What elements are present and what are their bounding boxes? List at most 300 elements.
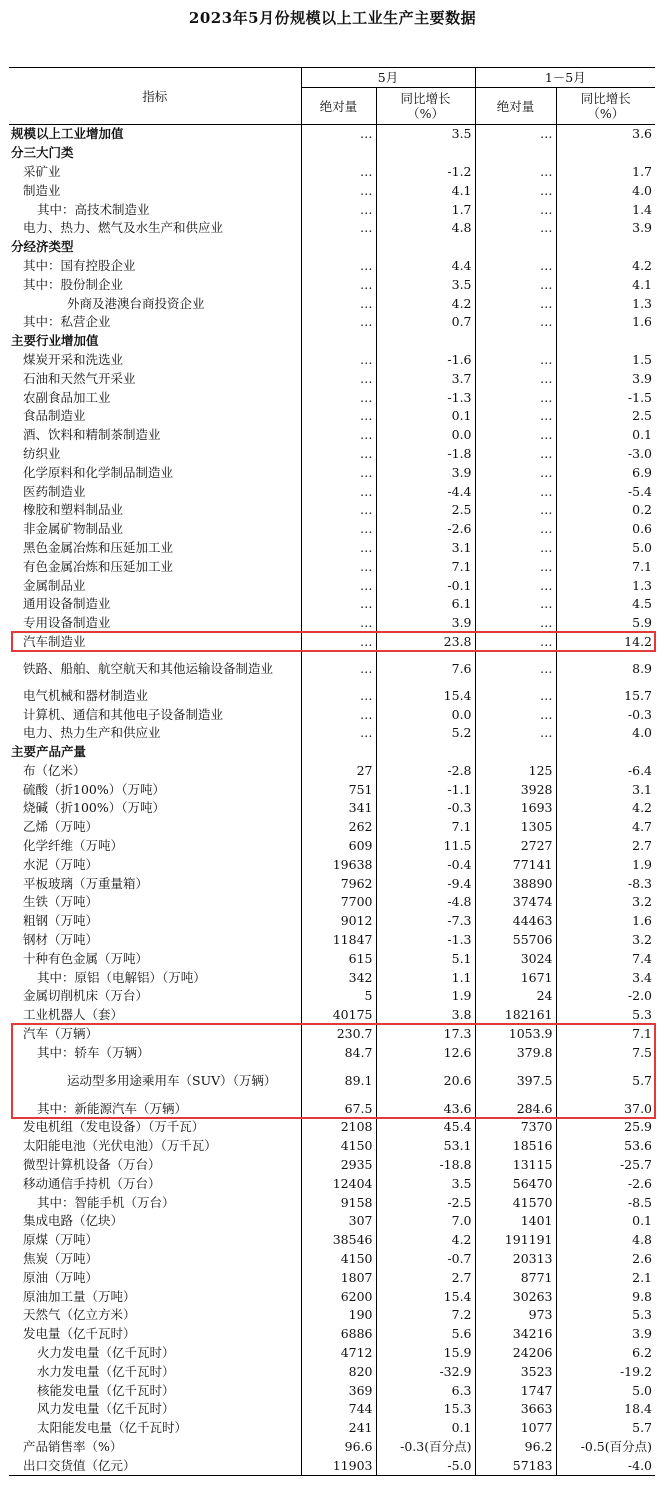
jan-may-yoy-cell: 2.6 [632,1251,653,1267]
may-absolute-cell: … [301,426,376,445]
may-yoy-cell: 6.3 [376,1381,475,1400]
jan-may-yoy-cell: 1.7 [632,163,653,179]
row-label: 分三大门类 [9,144,301,163]
may-yoy-cell: 0.0 [376,426,475,445]
jan-may-absolute-cell: … [475,388,556,407]
may-absolute-cell: … [301,482,376,501]
row-label: 硫酸（折100%）（万吨） [9,780,301,799]
row-label: 其中：轿车（万辆） [9,1043,301,1062]
jan-may-absolute-cell: … [475,200,556,219]
may-yoy-cell: 5.2 [376,724,475,743]
may-absolute-cell: 341 [301,799,376,818]
may-yoy-cell: 1.9 [376,987,475,1006]
row-label: 出口交货值（亿元） [9,1456,301,1475]
may-absolute-cell: 11847 [301,931,376,950]
may-yoy-cell: 3.5 [376,1174,475,1193]
jan-may-yoy-cell: 5.7 [632,1072,653,1088]
jan-may-absolute-cell: 1077 [475,1419,556,1438]
table-row [9,200,655,219]
may-absolute-cell: 2935 [301,1156,376,1175]
row-label: 原油加工量（万吨） [9,1287,301,1306]
may-yoy-cell: -0.3 [376,799,475,818]
row-label: 原油（万吨） [9,1268,301,1287]
jan-may-yoy-cell: 6.2 [632,1345,653,1360]
table-row [9,181,655,200]
table-row [9,351,655,370]
jan-may-absolute-cell: 182161 [475,1006,556,1025]
table-row [9,1268,655,1287]
may-absolute-cell: 615 [301,949,376,968]
jan-may-absolute-cell: 1747 [475,1381,556,1400]
may-absolute-cell: … [301,200,376,219]
row-label: 分经济类型 [9,238,301,257]
may-absolute-cell [301,743,376,762]
jan-may-yoy-cell: 1.6 [632,314,653,330]
may-absolute-cell: 7700 [301,893,376,912]
row-label: 核能发电量（亿千瓦时） [9,1381,301,1400]
jan-may-absolute-header: 绝对量 [475,88,556,125]
may-absolute-cell: 190 [301,1306,376,1325]
row-label: 乙烯（万吨） [9,818,301,837]
jan-may-yoy-cell: 5.0 [632,539,653,555]
may-absolute-cell: 5 [301,987,376,1006]
jan-may-yoy-cell: 3.2 [632,894,653,910]
jan-may-yoy-cell: 7.1 [632,1026,653,1042]
jan-may-absolute-cell: … [475,724,556,743]
jan-may-yoy-cell: 3.9 [632,220,653,236]
may-yoy-cell: -4.4 [376,482,475,501]
jan-may-yoy-cell: 4.0 [632,725,653,741]
table-row [9,1381,655,1400]
jan-may-yoy-cell: 3.9 [632,370,653,386]
row-label: 其中：高技术制造业 [9,200,301,219]
jan-may-yoy-cell: 1.9 [632,856,653,872]
may-yoy-cell: 4.2 [376,294,475,313]
may-absolute-cell: 342 [301,968,376,987]
may-absolute-cell: 96.6 [301,1438,376,1457]
jan-may-absolute-cell: … [475,614,556,633]
may-yoy-cell: -9.4 [376,874,475,893]
jan-may-absolute-cell: 7370 [475,1118,556,1137]
table-row [9,1174,655,1193]
may-yoy-cell: -0.3(百分点) [376,1438,475,1457]
may-yoy-cell: -7.3 [376,912,475,931]
table-row [9,369,655,388]
jan-may-absolute-cell: 1305 [475,818,556,837]
table-row [9,144,655,163]
table-row [9,576,655,595]
jan-may-yoy-cell: -0.3 [627,706,653,722]
row-label: 采矿业 [9,163,301,182]
may-yoy-cell: 5.6 [376,1325,475,1344]
jan-may-absolute-cell: 56470 [475,1174,556,1193]
may-absolute-cell: 6200 [301,1287,376,1306]
may-absolute-cell: … [301,219,376,238]
row-label: 外商及港澳台商投资企业 [9,294,301,313]
jan-may-absolute-cell: … [475,595,556,614]
jan-may-yoy-cell [556,144,655,163]
jan-may-absolute-cell: 3024 [475,949,556,968]
table-row [9,238,655,257]
jan-may-absolute-cell: … [475,482,556,501]
table-row [9,1193,655,1212]
row-label: 汽车制造业 [9,633,301,652]
jan-may-yoy-cell: 3.2 [632,932,653,948]
may-yoy-cell: 12.6 [376,1043,475,1062]
jan-may-yoy-cell: 37.0 [624,1100,653,1116]
may-yoy-cell: 3.5 [376,275,475,294]
table-row [9,818,655,837]
jan-may-absolute-cell: 34216 [475,1325,556,1344]
table-row [9,1062,655,1099]
jan-may-absolute-cell: 30263 [475,1287,556,1306]
row-label: 有色金属冶炼和压延加工业 [9,557,301,576]
jan-may-absolute-cell: … [475,351,556,370]
may-absolute-cell: 230.7 [301,1025,376,1044]
may-absolute-cell: 4712 [301,1344,376,1363]
may-yoy-cell: 53.1 [376,1137,475,1156]
may-yoy-cell: 3.1 [376,539,475,558]
table-row [9,780,655,799]
jan-may-yoy-cell: 1.3 [632,295,653,311]
jan-may-yoy-cell: 4.5 [632,596,653,612]
table-row [9,987,655,1006]
row-label: 风力发电量（亿千瓦时） [9,1400,301,1419]
jan-may-yoy-cell: 5.9 [632,615,653,631]
indicator-header: 指标 [9,68,301,125]
row-label: 工业机器人（套） [9,1006,301,1025]
row-label: 化学纤维（万吨） [9,837,301,856]
may-absolute-cell: … [301,125,376,144]
may-yoy-cell: 3.9 [376,614,475,633]
jan-may-absolute-cell: … [475,539,556,558]
table-row [9,595,655,614]
may-yoy-cell: 0.1 [376,1419,475,1438]
table-row [9,257,655,276]
jan-may-yoy-cell: 18.4 [624,1401,653,1417]
jan-may-yoy-cell: 4.7 [632,819,653,835]
may-yoy-cell: 3.5 [376,125,475,144]
row-label: 粗钢（万吨） [9,912,301,931]
may-absolute-cell: … [301,651,376,686]
row-label: 微型计算机设备（万台） [9,1156,301,1175]
jan-may-yoy-cell: -2.6 [627,1175,653,1191]
may-absolute-cell: … [301,163,376,182]
may-absolute-cell: 744 [301,1400,376,1419]
jan-may-yoy-cell: 1.4 [632,201,653,217]
table-row [9,949,655,968]
row-label: 食品制造业 [9,407,301,426]
row-label: 酒、饮料和精制茶制造业 [9,426,301,445]
may-absolute-cell: 2108 [301,1118,376,1137]
may-absolute-cell: … [301,275,376,294]
may-yoy-cell: -0.4 [376,855,475,874]
table-row [9,1099,655,1118]
row-label: 金属制品业 [9,576,301,595]
may-yoy-cell: -0.1 [376,576,475,595]
may-absolute-cell: … [301,539,376,558]
jan-may-absolute-cell: 13115 [475,1156,556,1175]
row-label: 铁路、船舶、航空航天和其他运输设备制造业 [9,651,301,686]
jan-may-yoy-cell [556,332,655,351]
may-yoy-cell [376,238,475,257]
jan-may-absolute-cell: 1671 [475,968,556,987]
may-yoy-cell: 4.2 [376,1231,475,1250]
jan-may-absolute-cell: 96.2 [475,1438,556,1457]
may-yoy-cell: -1.3 [376,931,475,950]
may-absolute-cell: 7962 [301,874,376,893]
may-absolute-cell: 9158 [301,1193,376,1212]
table-row [9,931,655,950]
table-row [9,125,655,144]
may-yoy-cell: 15.4 [376,686,475,705]
row-label: 原煤（万吨） [9,1231,301,1250]
may-yoy-cell: -1.6 [376,351,475,370]
table-row [9,1212,655,1231]
may-yoy-cell: 1.7 [376,200,475,219]
may-yoy-cell: -32.9 [376,1362,475,1381]
may-absolute-cell: … [301,705,376,724]
jan-may-yoy-cell: -8.5 [627,1194,653,1210]
may-yoy-cell: 2.5 [376,501,475,520]
may-yoy-cell: -2.8 [376,762,475,781]
jan-may-absolute-cell: 284.6 [475,1099,556,1118]
jan-may-yoy-cell: -8.3 [627,875,653,891]
table-row [9,1438,655,1457]
row-label: 钢材（万吨） [9,931,301,950]
may-absolute-cell: 11903 [301,1456,376,1475]
jan-may-yoy-cell: 0.1 [632,1213,653,1229]
row-label: 农副食品加工业 [9,388,301,407]
jan-may-yoy-cell: 1.3 [632,577,653,593]
may-yoy-cell: 23.8 [376,633,475,652]
row-label: 其中：新能源汽车（万辆） [9,1099,301,1118]
may-yoy-cell: -18.8 [376,1156,475,1175]
row-label: 焦炭（万吨） [9,1250,301,1269]
jan-may-yoy-cell: 2.5 [632,408,653,424]
table-row [9,799,655,818]
row-label: 主要产品产量 [9,743,301,762]
may-yoy-cell: 5.1 [376,949,475,968]
may-yoy-cell: -1.8 [376,445,475,464]
may-absolute-cell: 27 [301,762,376,781]
row-label: 发电机组（发电设备）（万千瓦） [9,1118,301,1137]
table-row [9,557,655,576]
table-row [9,219,655,238]
row-label: 电气机械和器材制造业 [9,686,301,705]
may-absolute-cell: 4150 [301,1250,376,1269]
may-absolute-header: 绝对量 [301,88,376,125]
may-yoy-cell: 0.1 [376,407,475,426]
table-row [9,1419,655,1438]
jan-may-absolute-cell [475,238,556,257]
jan-may-absolute-cell: 1053.9 [475,1025,556,1044]
row-label: 其中：原铝（电解铝）（万吨） [9,968,301,987]
may-absolute-cell [301,144,376,163]
row-label: 主要行业增加值 [9,332,301,351]
jan-may-absolute-cell: … [475,181,556,200]
jan-may-absolute-cell: 24206 [475,1344,556,1363]
data-table [9,67,655,1476]
row-label: 布（亿米） [9,762,301,781]
jan-may-absolute-cell: 55706 [475,931,556,950]
jan-may-yoy-cell: 5.3 [632,1307,653,1323]
may-yoy-cell: 15.3 [376,1400,475,1419]
table-row [9,332,655,351]
jan-may-absolute-cell: 3928 [475,780,556,799]
jan-may-yoy-cell [556,238,655,257]
jan-may-yoy-cell: 5.0 [632,1382,653,1398]
jan-may-yoy-cell: 3.4 [632,969,653,985]
row-label: 纺织业 [9,445,301,464]
jan-may-absolute-cell: 24 [475,987,556,1006]
jan-may-absolute-cell: 20313 [475,1250,556,1269]
table-row [9,1156,655,1175]
row-label: 十种有色金属（万吨） [9,949,301,968]
jan-may-yoy-cell: 4.8 [632,1232,653,1248]
jan-may-yoy-cell: -5.4 [627,483,653,499]
table-row [9,968,655,987]
may-absolute-cell: 38546 [301,1231,376,1250]
may-yoy-cell: 45.4 [376,1118,475,1137]
jan-may-absolute-cell: … [475,163,556,182]
may-yoy-cell: -1.3 [376,388,475,407]
may-absolute-cell: 67.5 [301,1099,376,1118]
may-absolute-cell: 4150 [301,1137,376,1156]
jan-may-absolute-cell: … [475,407,556,426]
jan-may-yoy-cell: 3.1 [632,781,653,797]
row-label: 产品销售率（%） [9,1438,301,1457]
table-row [9,743,655,762]
jan-may-absolute-cell: … [475,557,556,576]
table-row [9,893,655,912]
may-yoy-cell: -2.5 [376,1193,475,1212]
jan-may-yoy-cell: 6.9 [632,464,653,480]
may-yoy-cell: 15.4 [376,1287,475,1306]
may-absolute-cell: … [301,614,376,633]
row-label: 金属切削机床（万台） [9,987,301,1006]
may-absolute-cell: 84.7 [301,1043,376,1062]
jan-may-absolute-cell: … [475,463,556,482]
table-row [9,837,655,856]
row-label: 运动型多用途乘用车（SUV）（万辆） [9,1062,301,1099]
table-row [9,1231,655,1250]
may-absolute-cell: 262 [301,818,376,837]
row-label: 通用设备制造业 [9,595,301,614]
table-row [9,724,655,743]
jan-may-yoy-cell: -6.4 [627,762,653,778]
jan-may-absolute-cell: 191191 [475,1231,556,1250]
row-label: 太阳能发电量（亿千瓦时） [9,1419,301,1438]
may-absolute-cell: 307 [301,1212,376,1231]
jan-may-absolute-cell: … [475,257,556,276]
may-absolute-cell: 6886 [301,1325,376,1344]
may-yoy-cell: -2.6 [376,520,475,539]
row-label: 电力、热力、燃气及水生产和供应业 [9,219,301,238]
may-absolute-cell: … [301,181,376,200]
jan-may-absolute-cell: … [475,313,556,332]
table-row [9,1287,655,1306]
table-row [9,1400,655,1419]
may-absolute-cell: 241 [301,1419,376,1438]
jan-may-absolute-cell: 18516 [475,1137,556,1156]
jan-may-yoy-cell: -4.0 [556,1456,655,1475]
jan-may-absolute-cell: 379.8 [475,1043,556,1062]
jan-may-yoy-cell: 7.5 [632,1044,653,1060]
row-label: 电力、热力生产和供应业 [9,724,301,743]
table-row [9,1025,655,1044]
jan-may-yoy-cell: 1.5 [632,351,653,367]
row-label: 水力发电量（亿千瓦时） [9,1362,301,1381]
may-absolute-cell: 9012 [301,912,376,931]
jan-may-header: 1－5月 [475,68,655,88]
row-label: 汽车（万辆） [9,1025,301,1044]
jan-may-yoy-cell: 4.2 [632,257,653,273]
may-yoy-cell: -1.1 [376,780,475,799]
row-label: 烧碱（折100%）（万吨） [9,799,301,818]
may-yoy-cell: 1.1 [376,968,475,987]
table-row [9,445,655,464]
jan-may-yoy-cell: 14.2 [624,633,653,649]
row-label: 煤炭开采和洗选业 [9,351,301,370]
may-absolute-cell: … [301,520,376,539]
may-yoy-cell: 7.1 [376,818,475,837]
table-row [9,1250,655,1269]
may-absolute-cell: … [301,501,376,520]
jan-may-absolute-cell [475,144,556,163]
table-row [9,482,655,501]
jan-may-yoy-cell: -3.0 [627,445,653,461]
jan-may-absolute-cell: … [475,125,556,144]
row-label: 火力发电量（亿千瓦时） [9,1344,301,1363]
may-absolute-cell: … [301,351,376,370]
may-yoy-cell: 15.9 [376,1344,475,1363]
may-yoy-cell: 7.6 [376,651,475,686]
jan-may-absolute-cell: … [475,275,556,294]
jan-may-yoy-cell: -1.5 [627,389,653,405]
may-yoy-cell: 0.0 [376,705,475,724]
may-absolute-cell: … [301,369,376,388]
may-absolute-cell: … [301,388,376,407]
may-yoy-cell: 4.1 [376,181,475,200]
may-absolute-cell: … [301,686,376,705]
may-absolute-cell: … [301,633,376,652]
row-label: 计算机、通信和其他电子设备制造业 [9,705,301,724]
may-absolute-cell: 89.1 [301,1062,376,1099]
jan-may-yoy-cell: 4.1 [632,276,653,292]
row-label: 非金属矿物制品业 [9,520,301,539]
jan-may-absolute-cell: 77141 [475,855,556,874]
row-label: 移动通信手持机（万台） [9,1174,301,1193]
jan-may-absolute-cell: 3523 [475,1362,556,1381]
row-label: 其中：国有控股企业 [9,257,301,276]
jan-may-yoy-cell: 25.9 [624,1119,653,1135]
may-yoy-cell: 2.7 [376,1268,475,1287]
table-row [9,313,655,332]
may-absolute-cell: 1807 [301,1268,376,1287]
jan-may-absolute-cell: … [475,369,556,388]
may-absolute-cell: … [301,407,376,426]
jan-may-yoy-header: 同比增长 （%） [556,88,655,125]
may-yoy-cell: 43.6 [376,1099,475,1118]
jan-may-absolute-cell: 1401 [475,1212,556,1231]
jan-may-absolute-cell: 973 [475,1306,556,1325]
table-row [9,705,655,724]
table-row [9,520,655,539]
row-label: 天然气（亿立方米） [9,1306,301,1325]
jan-may-absolute-cell: … [475,651,556,686]
jan-may-absolute-cell: … [475,633,556,652]
